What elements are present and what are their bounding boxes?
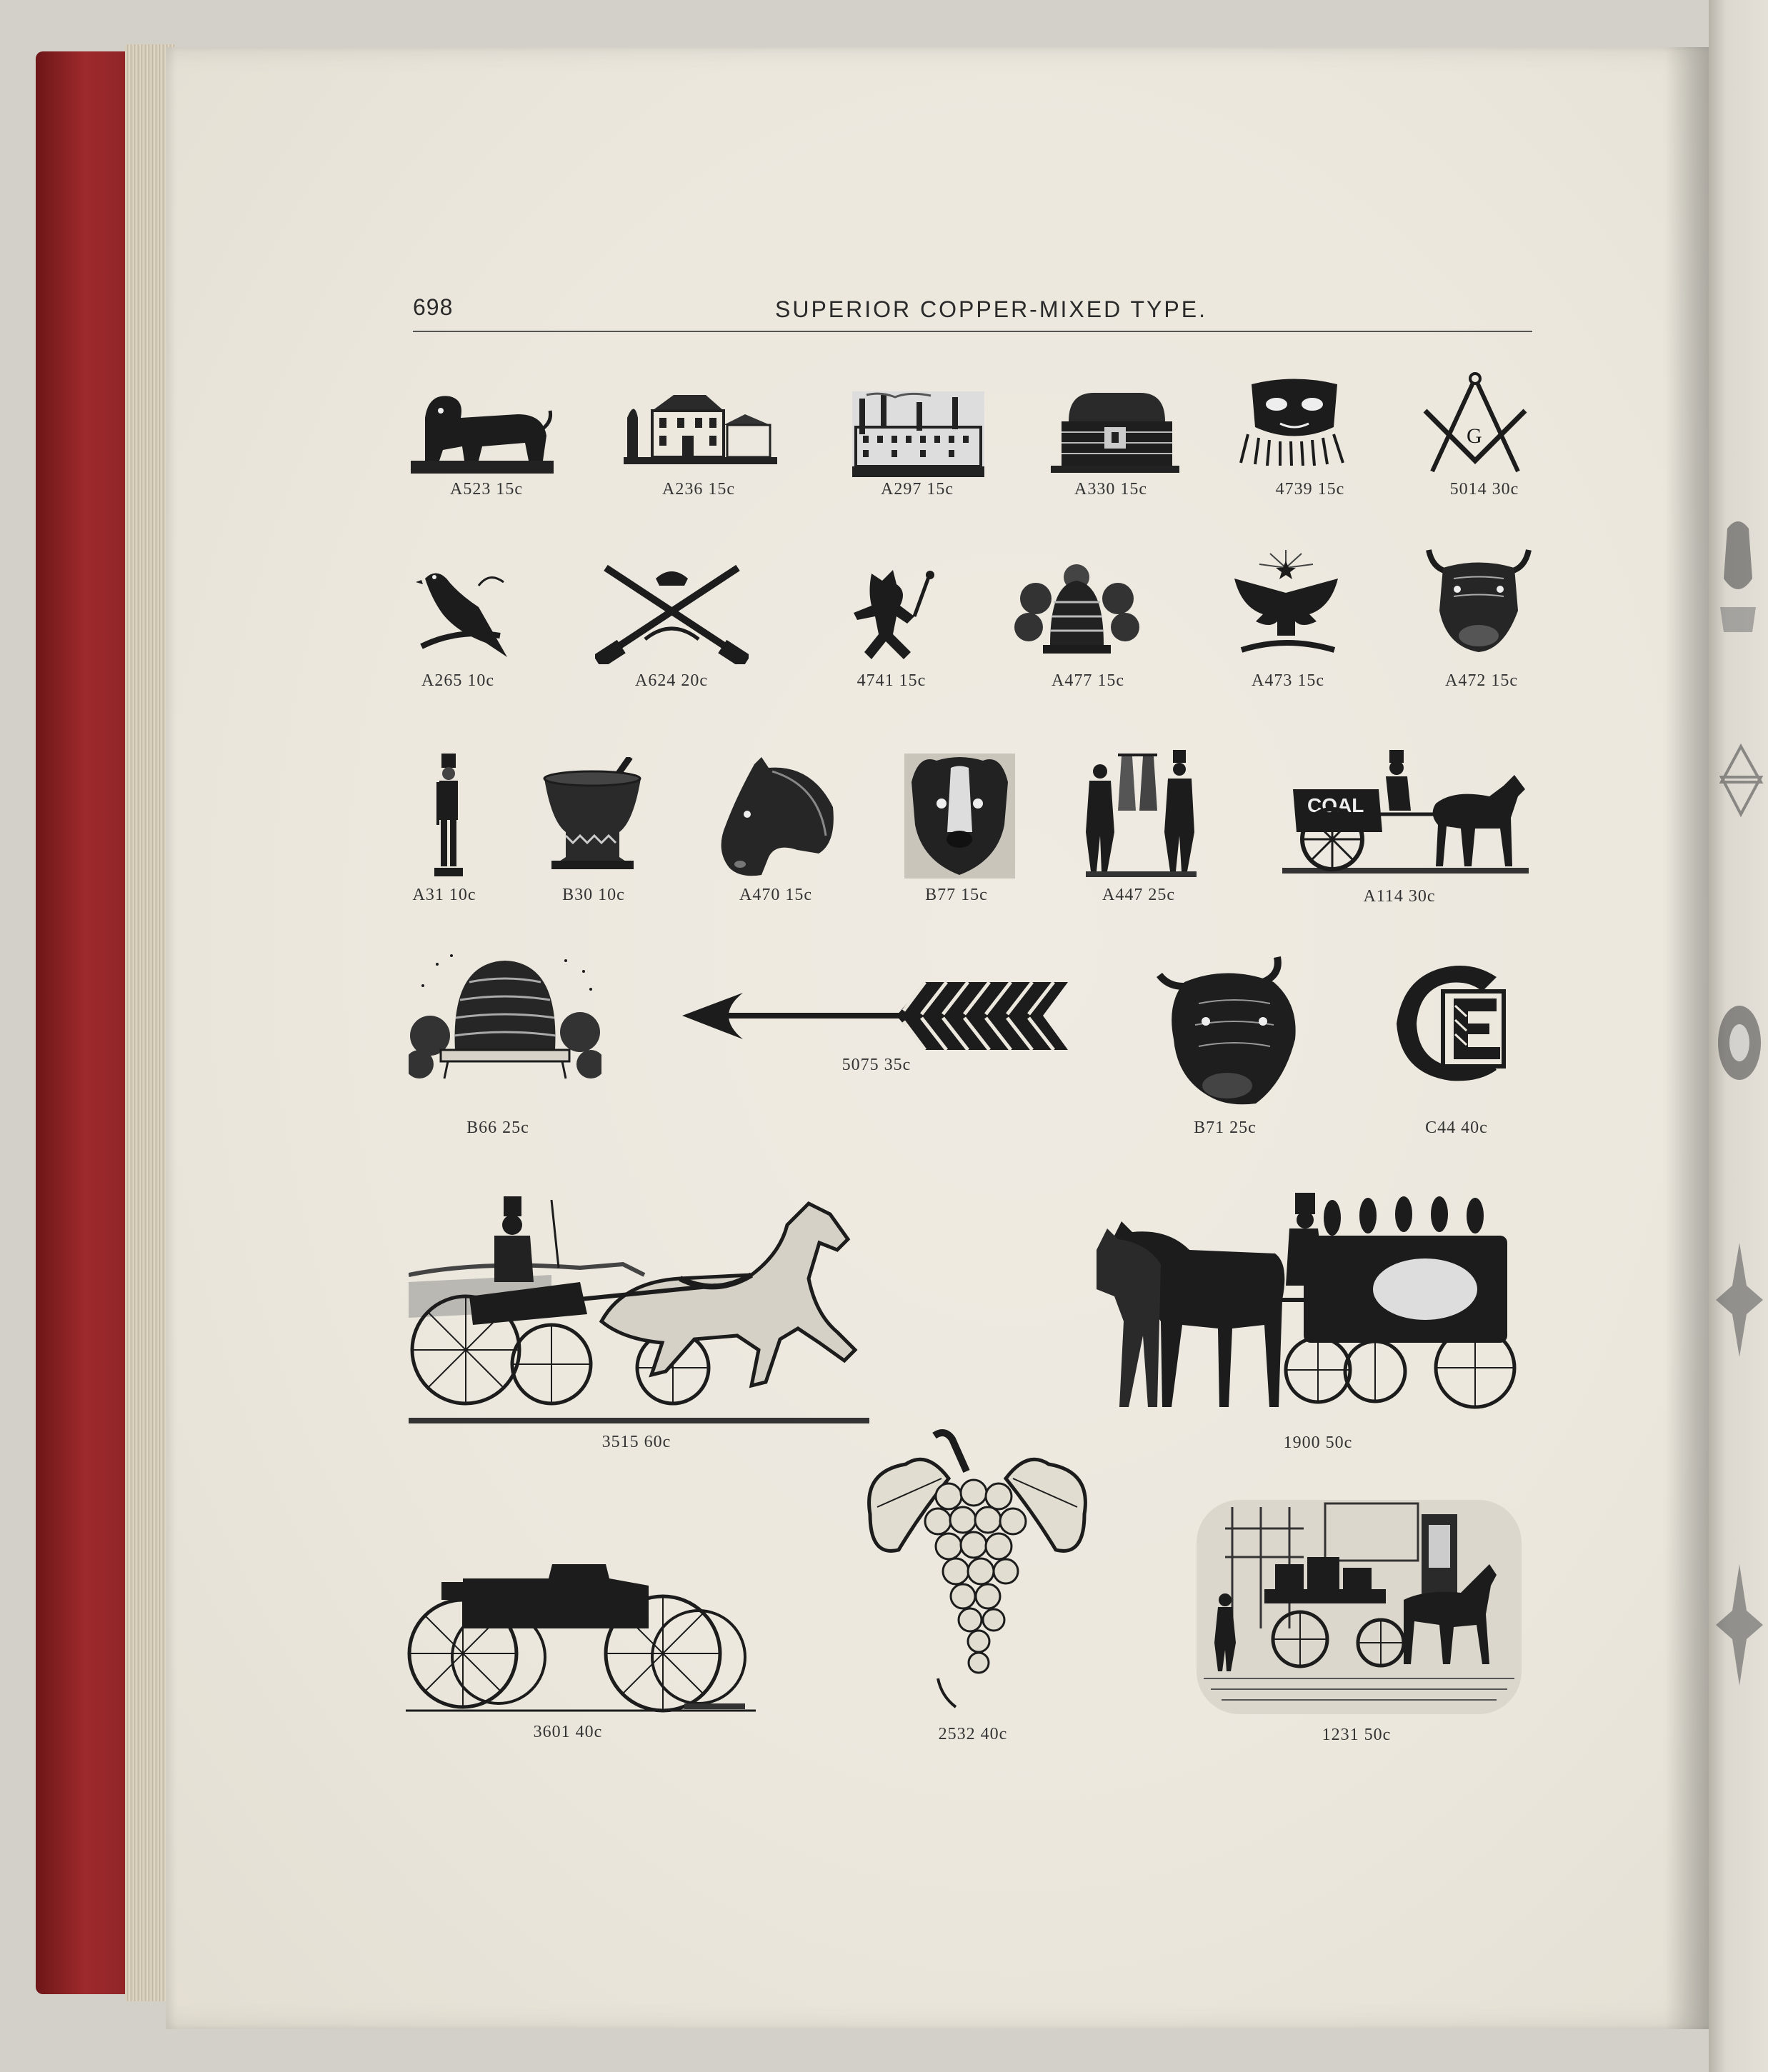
cut-caption: A236 15c xyxy=(662,480,735,499)
header-rule xyxy=(413,331,1532,332)
coal-cart-icon xyxy=(1282,746,1529,875)
cut-caption: B66 25c xyxy=(466,1118,529,1137)
facing-emblem-icon xyxy=(1714,1000,1764,1086)
cut-caption: A523 15c xyxy=(450,480,523,499)
soldier-icon xyxy=(431,754,466,879)
ornamental-letter-e-icon xyxy=(1389,963,1525,1084)
cut-caption: B71 25c xyxy=(1194,1118,1257,1137)
treasure-chest-icon xyxy=(1051,386,1179,473)
cut-caption: C44 40c xyxy=(1425,1118,1488,1137)
facing-star-icon xyxy=(1714,1236,1764,1364)
hearse-carriage-icon xyxy=(1089,1193,1518,1421)
dog-head-icon xyxy=(904,754,1015,879)
mortar-and-pestle-icon xyxy=(541,757,644,871)
crossed-rifles-icon xyxy=(595,561,749,664)
cut-caption: 1231 50c xyxy=(1322,1726,1392,1744)
eagle-icon xyxy=(1227,550,1345,657)
cut-caption: 4741 15c xyxy=(856,671,927,690)
factory-icon xyxy=(852,391,984,477)
cut-caption: 5014 30c xyxy=(1449,480,1519,499)
page-number: 698 xyxy=(413,294,454,320)
cut-caption: A297 15c xyxy=(881,480,954,499)
page-title: SUPERIOR COPPER-MIXED TYPE. xyxy=(775,296,1207,322)
star-of-david-icon xyxy=(1718,743,1764,821)
cut-caption: A477 15c xyxy=(1052,671,1124,690)
clothing-store-men-icon xyxy=(1086,746,1197,879)
bull-head-icon xyxy=(1425,546,1532,654)
cut-caption: A31 10c xyxy=(412,886,476,904)
cut-caption: A330 15c xyxy=(1074,480,1147,499)
cut-caption: A473 15c xyxy=(1252,671,1324,690)
carriage-icon xyxy=(406,1557,756,1714)
grapes-icon xyxy=(856,1428,1099,1714)
facing-cut-icon xyxy=(1713,514,1763,636)
gutter-shadow xyxy=(1664,47,1709,2029)
cut-caption: 3601 40c xyxy=(533,1723,603,1741)
lion-icon xyxy=(411,386,554,475)
beehive-icon xyxy=(409,950,601,1082)
coal-sign: COAL xyxy=(1307,794,1364,816)
cut-caption: 2532 40c xyxy=(938,1725,1008,1743)
square-and-compass-icon xyxy=(1422,371,1529,475)
bird-on-branch-icon xyxy=(414,564,514,661)
cut-caption: A114 30c xyxy=(1363,887,1436,906)
cut-caption: A472 15c xyxy=(1445,671,1518,690)
jester-icon xyxy=(843,566,939,663)
cut-caption: A624 20c xyxy=(635,671,708,690)
delivery-wagon-icon xyxy=(1197,1500,1522,1714)
cut-caption: 4739 15c xyxy=(1275,480,1345,499)
cut-caption: A265 10c xyxy=(421,671,494,690)
facing-star-icon xyxy=(1714,1557,1764,1693)
farmhouse-icon xyxy=(624,389,777,464)
horse-head-icon xyxy=(711,757,836,879)
ox-head-icon xyxy=(1156,954,1302,1107)
svg-text:G: G xyxy=(1467,424,1482,448)
cut-caption: 1900 50c xyxy=(1283,1433,1353,1452)
cut-caption: A447 25c xyxy=(1102,886,1175,904)
cut-caption: 3515 60c xyxy=(601,1433,671,1451)
cut-caption: B30 10c xyxy=(562,886,625,904)
cut-caption: A470 15c xyxy=(739,886,812,904)
cut-caption: B77 15c xyxy=(925,886,988,904)
arrow-icon xyxy=(682,982,1068,1050)
horse-and-buggy-icon xyxy=(409,1196,869,1425)
cut-caption: 5075 35c xyxy=(841,1056,912,1074)
mask-icon xyxy=(1237,377,1352,466)
beehive-wreath-icon xyxy=(1014,563,1139,663)
